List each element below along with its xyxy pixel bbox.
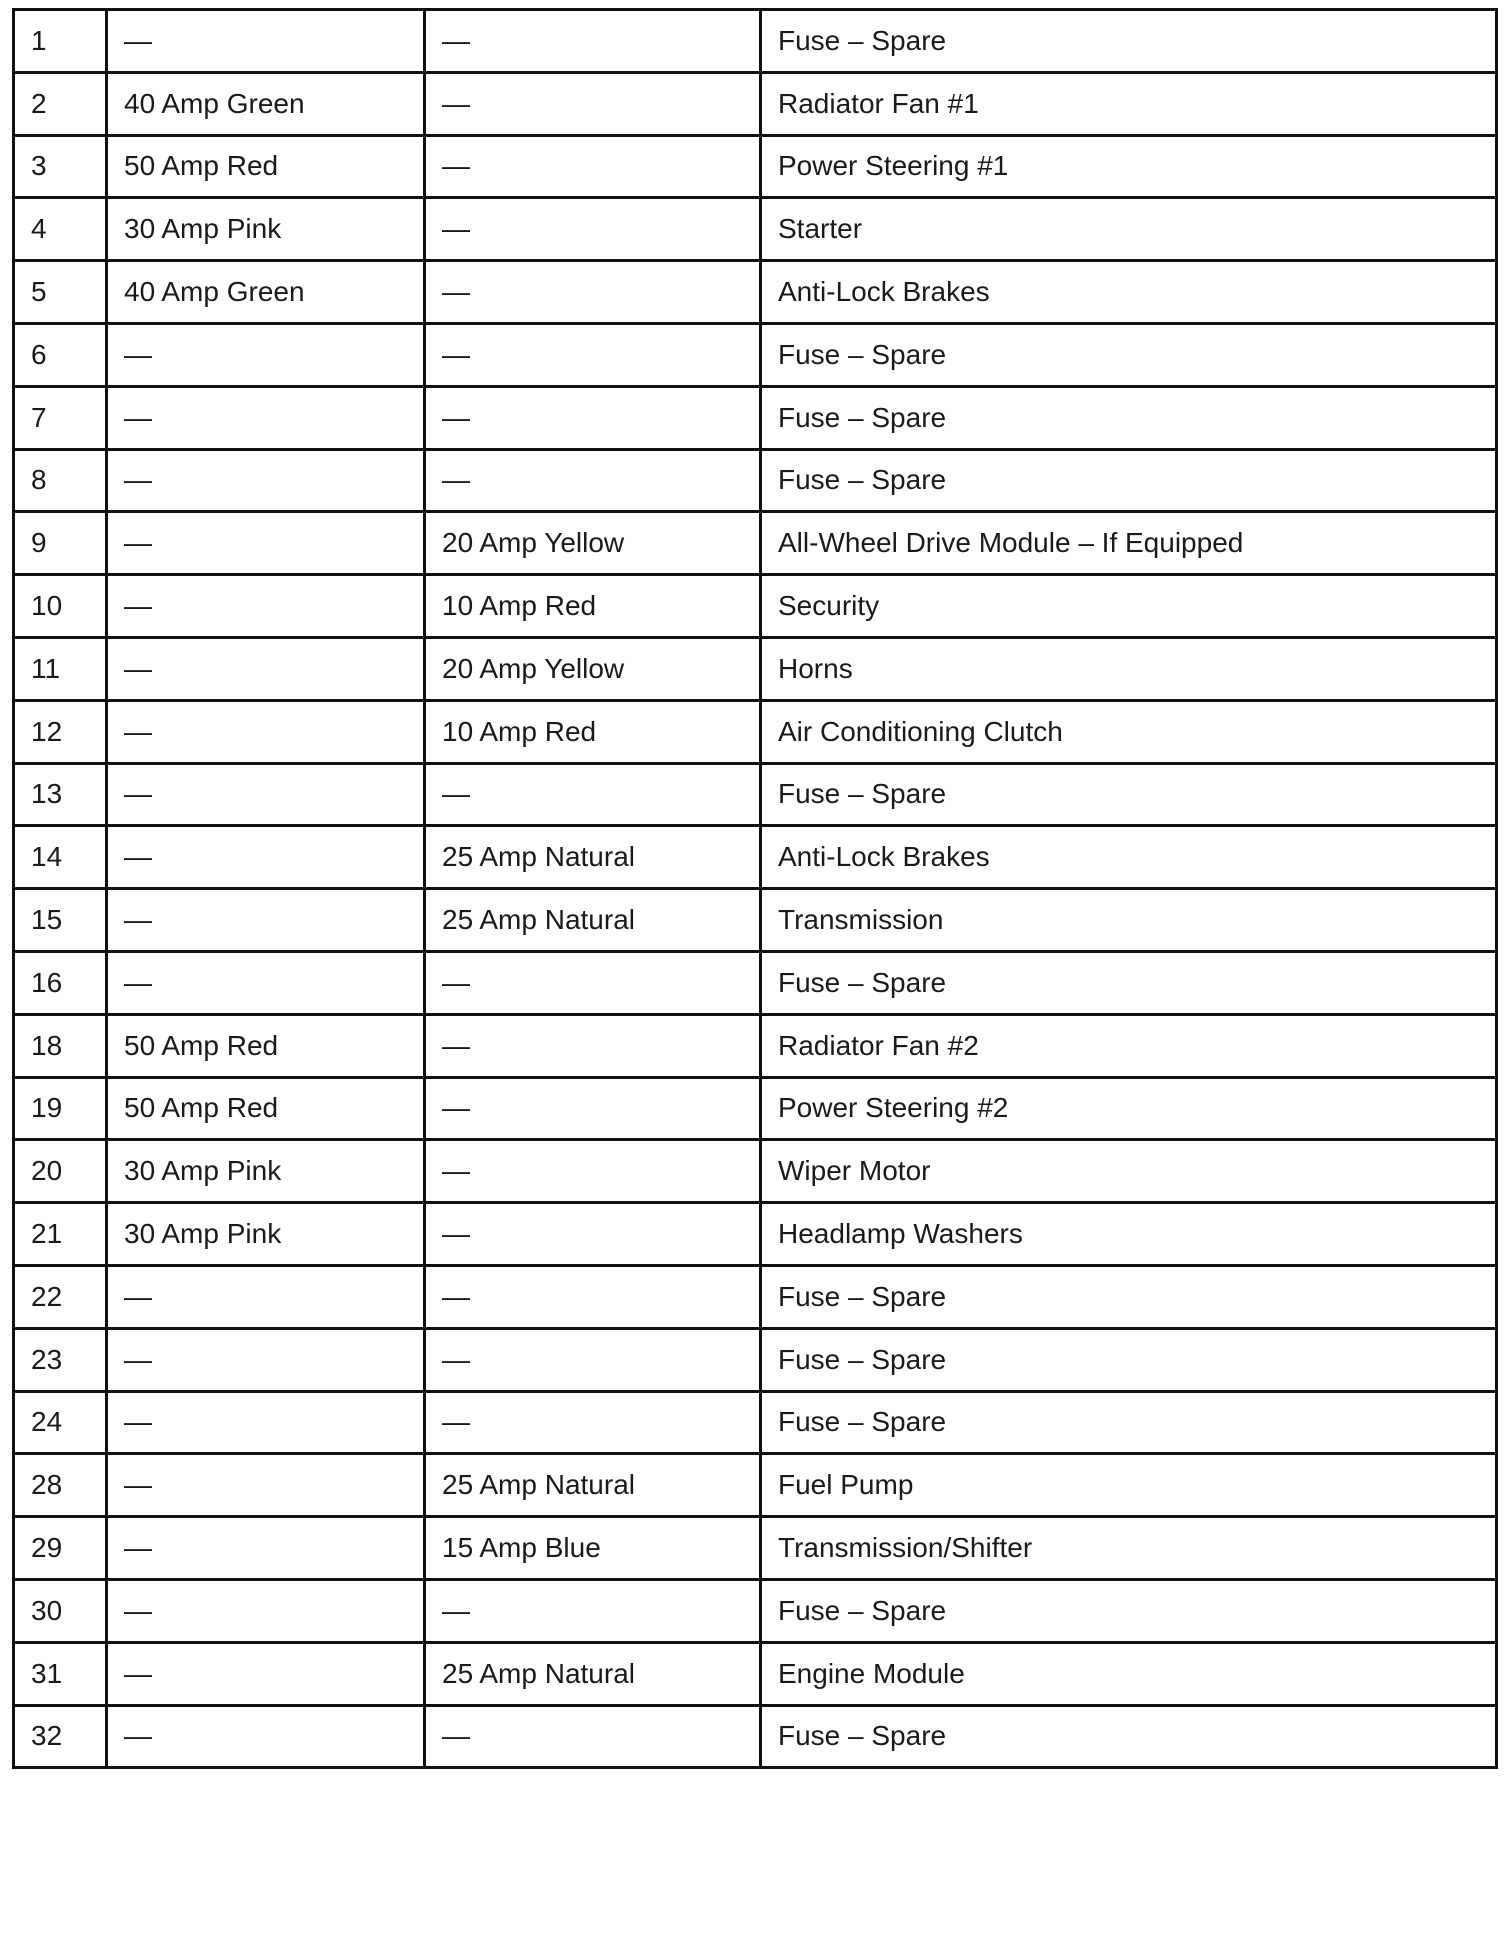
cartridge-fuse-cell: — [107,1265,425,1328]
mini-fuse-cell: — [425,1265,761,1328]
table-row [14,763,1497,826]
description-cell: Security [761,575,1497,638]
description-cell: Fuse – Spare [761,1391,1497,1454]
cavity-cell: 18 [14,1014,107,1077]
table-row [14,1203,1497,1266]
table-row [14,826,1497,889]
mini-fuse-cell: — [425,1705,761,1768]
cavity-cell: 23 [14,1328,107,1391]
fuse-table [12,8,1498,1769]
table-row [14,700,1497,763]
table-row [14,198,1497,261]
cartridge-fuse-cell: — [107,889,425,952]
cavity-cell: 31 [14,1642,107,1705]
cavity-cell: 32 [14,1705,107,1768]
description-cell: Horns [761,637,1497,700]
table-row [14,72,1497,135]
cartridge-fuse-cell: — [107,1579,425,1642]
description-cell: Fuse – Spare [761,449,1497,512]
description-cell: Fuse – Spare [761,386,1497,449]
mini-fuse-cell: — [425,449,761,512]
cavity-cell: 15 [14,889,107,952]
table-row [14,386,1497,449]
description-cell: Fuse – Spare [761,763,1497,826]
cartridge-fuse-cell: 50 Amp Red [107,135,425,198]
cartridge-fuse-cell: 30 Amp Pink [107,198,425,261]
cavity-cell: 10 [14,575,107,638]
cavity-cell: 12 [14,700,107,763]
cartridge-fuse-cell: 40 Amp Green [107,72,425,135]
cavity-cell: 13 [14,763,107,826]
cartridge-fuse-cell: — [107,512,425,575]
cartridge-fuse-cell: — [107,637,425,700]
table-row [14,1014,1497,1077]
cavity-cell: 4 [14,198,107,261]
cavity-cell: 6 [14,323,107,386]
table-row [14,575,1497,638]
mini-fuse-cell: — [425,1077,761,1140]
table-row [14,1642,1497,1705]
table-row [14,10,1497,73]
table-row [14,951,1497,1014]
cavity-cell: 7 [14,386,107,449]
description-cell: Fuse – Spare [761,1579,1497,1642]
cartridge-fuse-cell: — [107,1454,425,1517]
cavity-cell: 2 [14,72,107,135]
table-row [14,637,1497,700]
cavity-cell: 22 [14,1265,107,1328]
cartridge-fuse-cell: — [107,1391,425,1454]
description-cell: All-Wheel Drive Module – If Equipped [761,512,1497,575]
cartridge-fuse-cell: 50 Amp Red [107,1014,425,1077]
mini-fuse-cell: — [425,1579,761,1642]
description-cell: Power Steering #2 [761,1077,1497,1140]
mini-fuse-cell: 25 Amp Natural [425,1454,761,1517]
table-row [14,1517,1497,1580]
mini-fuse-cell: 25 Amp Natural [425,1642,761,1705]
description-cell: Radiator Fan #1 [761,72,1497,135]
cavity-cell: 28 [14,1454,107,1517]
cartridge-fuse-cell: — [107,1517,425,1580]
table-row [14,1140,1497,1203]
cartridge-fuse-cell: — [107,449,425,512]
cartridge-fuse-cell: — [107,1705,425,1768]
cavity-cell: 1 [14,10,107,73]
cartridge-fuse-cell: — [107,1328,425,1391]
table-row [14,1265,1497,1328]
mini-fuse-cell: — [425,1140,761,1203]
mini-fuse-cell: 10 Amp Red [425,700,761,763]
cartridge-fuse-cell: — [107,10,425,73]
table-row [14,449,1497,512]
mini-fuse-cell: — [425,763,761,826]
cavity-cell: 9 [14,512,107,575]
description-cell: Fuse – Spare [761,1265,1497,1328]
cartridge-fuse-cell: — [107,951,425,1014]
cavity-cell: 30 [14,1579,107,1642]
mini-fuse-cell: — [425,261,761,324]
description-cell: Power Steering #1 [761,135,1497,198]
description-cell: Headlamp Washers [761,1203,1497,1266]
mini-fuse-cell: 15 Amp Blue [425,1517,761,1580]
mini-fuse-cell: — [425,323,761,386]
mini-fuse-cell: — [425,1014,761,1077]
cartridge-fuse-cell: 30 Amp Pink [107,1140,425,1203]
description-cell: Anti-Lock Brakes [761,261,1497,324]
cavity-cell: 5 [14,261,107,324]
description-cell: Fuse – Spare [761,323,1497,386]
cartridge-fuse-cell: 50 Amp Red [107,1077,425,1140]
table-row [14,1391,1497,1454]
cartridge-fuse-cell: — [107,1642,425,1705]
cavity-cell: 8 [14,449,107,512]
table-row [14,1454,1497,1517]
cavity-cell: 14 [14,826,107,889]
cartridge-fuse-cell: 40 Amp Green [107,261,425,324]
cavity-cell: 20 [14,1140,107,1203]
cavity-cell: 29 [14,1517,107,1580]
mini-fuse-cell: — [425,135,761,198]
table-row [14,1705,1497,1768]
description-cell: Fuel Pump [761,1454,1497,1517]
description-cell: Transmission [761,889,1497,952]
cartridge-fuse-cell: — [107,386,425,449]
mini-fuse-cell: 25 Amp Natural [425,889,761,952]
description-cell: Starter [761,198,1497,261]
description-cell: Fuse – Spare [761,1705,1497,1768]
cavity-cell: 11 [14,637,107,700]
mini-fuse-cell: — [425,1328,761,1391]
mini-fuse-cell: 25 Amp Natural [425,826,761,889]
mini-fuse-cell: 20 Amp Yellow [425,512,761,575]
mini-fuse-cell: 10 Amp Red [425,575,761,638]
description-cell: Transmission/Shifter [761,1517,1497,1580]
cartridge-fuse-cell: 30 Amp Pink [107,1203,425,1266]
mini-fuse-cell: — [425,10,761,73]
cavity-cell: 3 [14,135,107,198]
mini-fuse-cell: — [425,72,761,135]
cartridge-fuse-cell: — [107,323,425,386]
description-cell: Fuse – Spare [761,1328,1497,1391]
description-cell: Fuse – Spare [761,10,1497,73]
fuse-table-body [14,10,1497,1768]
cavity-cell: 24 [14,1391,107,1454]
cavity-cell: 19 [14,1077,107,1140]
mini-fuse-cell: — [425,1203,761,1266]
table-row [14,1579,1497,1642]
cavity-cell: 16 [14,951,107,1014]
description-cell: Anti-Lock Brakes [761,826,1497,889]
cavity-cell: 21 [14,1203,107,1266]
table-row [14,323,1497,386]
table-row [14,261,1497,324]
cartridge-fuse-cell: — [107,575,425,638]
table-row [14,1328,1497,1391]
description-cell: Fuse – Spare [761,951,1497,1014]
mini-fuse-cell: — [425,198,761,261]
table-row [14,512,1497,575]
description-cell: Radiator Fan #2 [761,1014,1497,1077]
cartridge-fuse-cell: — [107,826,425,889]
mini-fuse-cell: — [425,951,761,1014]
description-cell: Wiper Motor [761,1140,1497,1203]
table-row [14,1077,1497,1140]
description-cell: Engine Module [761,1642,1497,1705]
cartridge-fuse-cell: — [107,763,425,826]
mini-fuse-cell: — [425,1391,761,1454]
mini-fuse-cell: — [425,386,761,449]
table-row [14,889,1497,952]
mini-fuse-cell: 20 Amp Yellow [425,637,761,700]
table-row [14,135,1497,198]
description-cell: Air Conditioning Clutch [761,700,1497,763]
cartridge-fuse-cell: — [107,700,425,763]
